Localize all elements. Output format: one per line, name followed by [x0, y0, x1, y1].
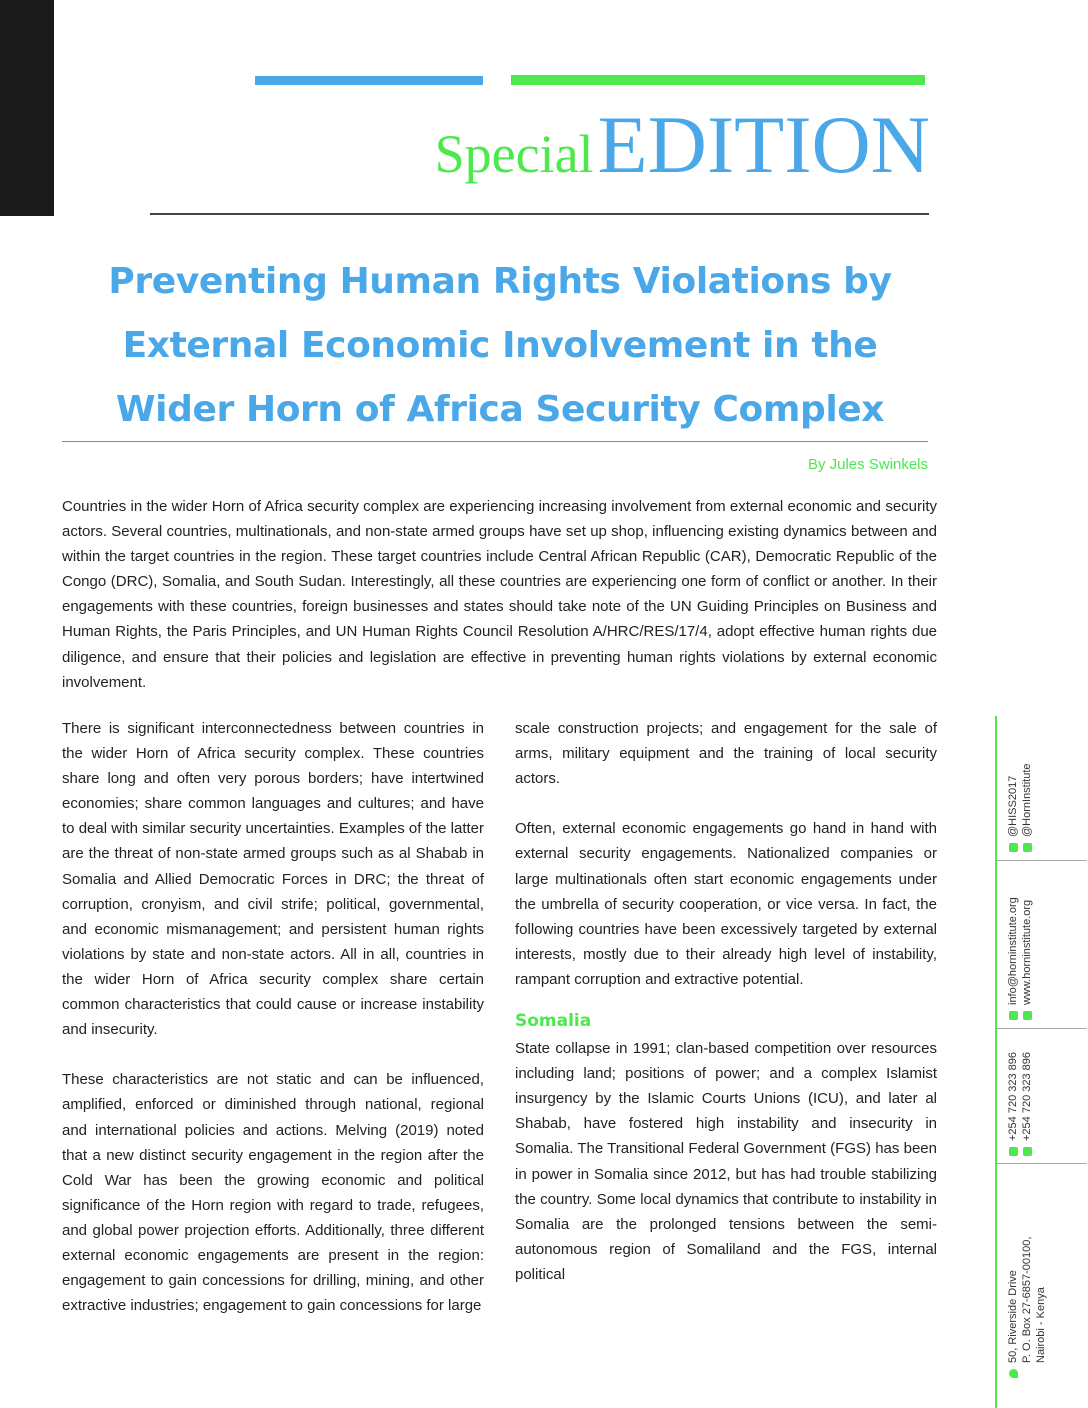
website-link[interactable]: www.horninstitute.org	[1021, 899, 1033, 1005]
black-corner-tab	[0, 0, 54, 216]
title-line: External Economic Involvement in the	[122, 325, 878, 366]
abstract: Countries in the wider Horn of Africa security complex are experiencing increasing involvement from external economic and security actors. Several countries, multinationals, and non-state armed groups have set up shop, influencing existing dynamics between and within the target countries in the region. These target countries include Central African Republic (CAR), Democratic Republic of the Congo (DRC), Somalia, and South Sudan. Interestingly, all these countries are experiencing one form of conflict or another. In their engagements with these countries, foreign businesses and states should take note of the UN Guiding Principles on Business and Human Rights, the Paris Principles, and UN Human Rights Council Resolution A/HRC/RES/17/4, adopt effective human rights due diligence, and ensure that their policies and legislation are effective in preventing human rights violations by external economic involvement.	[62, 498, 937, 691]
title-rule	[62, 441, 928, 442]
byline: By Jules Swinkels	[807, 456, 928, 473]
sidebar-social	[1006, 763, 1034, 852]
social-handle[interactable]: @HornInstitute	[1021, 763, 1033, 837]
phone-number: +254 720 323 896	[1021, 1051, 1033, 1141]
left-column	[62, 716, 484, 1343]
twitter-icon	[1009, 843, 1018, 852]
social-handle[interactable]: @HISS2017	[1007, 775, 1019, 837]
masthead-edition: EDITION	[597, 99, 930, 190]
sidebar-web	[1006, 897, 1034, 1020]
sidebar-separator	[997, 860, 1087, 861]
location-pin-icon	[1009, 1369, 1018, 1378]
address-line: P. O. Box 27-6857-00100,	[1021, 1236, 1033, 1363]
sidebar-divider	[995, 716, 997, 1408]
facebook-icon	[1023, 843, 1032, 852]
section-heading-somalia: Somalia	[515, 1011, 592, 1032]
title-line: Preventing Human Rights Violations by	[108, 261, 892, 302]
body-paragraph: Often, external economic engagements go hand in hand with external security engagements. Nationalized companies or large multinationals often start economic engagements under the umbrella of security cooperation, or vice versa. In fact, the following countries have been excessively targeted by external interests, mostly due to their already high level of instability, rampant corruption and extractive potential.	[515, 820, 937, 988]
article-title	[60, 250, 940, 442]
address-line: Nairobi - Kenya	[1035, 1287, 1047, 1363]
body-paragraph: State collapse in 1991; clan-based competition over resources including land; positions of power; and a complex Islamist insurgency by the Islamic Courts Unions (ICU), and later al Shabab, have fostered high instability and insecurity in Somalia. The Transitional Federal Government (FGS) has been in power in Somalia since 2012, but has had trouble stabilizing the country. Some local dynamics that contribute to instability in Somalia are the prolonged tensions between the semi-autonomous region of Somaliland and the FGS, internal political	[515, 1040, 937, 1283]
address-line: 50, Riverside Drive	[1007, 1270, 1019, 1363]
sidebar-separator	[997, 1163, 1087, 1164]
phone-number: +254 720 323 896	[1007, 1051, 1019, 1141]
body-paragraph: These characteristics are not static and can be influenced, amplified, enforced or diminished through national, regional and international policies and actions. Melving (2019) noted that a new distinct security engagement in the region after the Cold War has been the growing economic and political significance of the Horn region with regard to trade, refugees, and global power projection efforts. Additionally, three different external economic engagements are present in the region: engagement to gain concessions for drilling, mining, and other extractive industries; engagement to gain concessions for large	[62, 1071, 484, 1315]
phone-icon	[1009, 1147, 1018, 1156]
sidebar-separator	[997, 1028, 1087, 1029]
mobile-icon	[1023, 1147, 1032, 1156]
sidebar-address	[1006, 1237, 1048, 1378]
masthead-special: Special	[434, 124, 594, 184]
blue-accent-bar	[255, 76, 483, 85]
right-column	[515, 716, 937, 1312]
email-icon	[1009, 1011, 1018, 1020]
title-line: Wider Horn of Africa Security Complex	[115, 389, 885, 430]
globe-icon	[1023, 1011, 1032, 1020]
email-link[interactable]: info@horninstitute.org	[1007, 897, 1019, 1005]
green-accent-bar	[511, 75, 925, 85]
sidebar-phone	[1006, 1052, 1034, 1156]
body-paragraph: There is significant interconnectedness between countries in the wider Horn of Africa security complex. These countries share long and often very porous borders; have intertwined economies; share common languages and cultures; and have to deal with similar security uncertainties. Examples of the latter are the threat of non-state armed groups such as al Shabab in Somalia and Allied Democratic Forces in DRC; the threat of corruption, cronyism, and civil strife; political, governmental, and economic mismanagement; and persistent human rights violations by state and non-state actors. All in all, countries in the wider Horn of Africa security complex share certain common characteristics that could cause or increase instability and insecurity.	[62, 720, 484, 1039]
masthead	[150, 99, 930, 190]
masthead-rule	[150, 213, 929, 215]
body-paragraph: scale construction projects; and engagement for the sale of arms, military equipment and the training of local security actors.	[515, 720, 937, 788]
